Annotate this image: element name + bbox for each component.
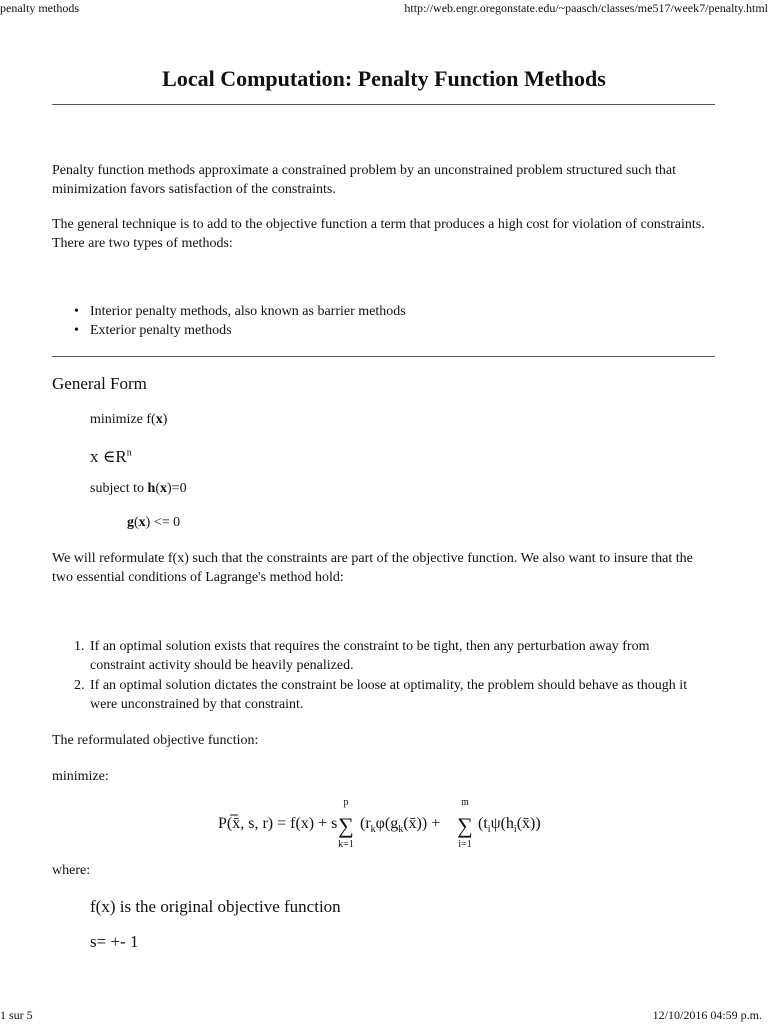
- penalty-formula: [210, 795, 560, 849]
- page-footer: [0, 1006, 768, 1024]
- footer-page-number: 1 sur 5: [0, 1008, 33, 1022]
- intro-paragraph-2: The general technique is to add to the objective function a term that produces a high cost for violation of constraints. There are two types of methods:: [52, 217, 705, 251]
- reformulate-paragraph: We will reformulate f(x) such that the constraints are part of the objective function. We also want to insure that the two essential conditions of Lagrange's method hold:: [52, 551, 693, 585]
- sum2-upper: m: [461, 797, 469, 808]
- domain-statement: x $\in R^n$: [90, 447, 132, 466]
- header-page-title: penalty methods: [0, 1, 79, 15]
- list-item: • Interior penalty methods, also known as barrier methods: [52, 302, 406, 321]
- minimize-statement: minimize f(x): [90, 412, 168, 427]
- conditions-list: [52, 637, 702, 715]
- intro-paragraph-1: Penalty function methods approximate a constrained problem by an unconstrained problem structured such that minimization favors satisfaction of the constraints.: [52, 163, 676, 197]
- page-title: Local Computation: Penalty Function Methods: [162, 66, 606, 91]
- term1: ($r_k\varphi(g_k(x̄))$ +: [360, 815, 441, 835]
- sum1-upper: p: [343, 797, 349, 808]
- where-label: where:: [52, 863, 91, 878]
- definition-s: s= +- 1: [90, 932, 139, 951]
- reformulated-label: The reformulated objective function:: [52, 733, 259, 748]
- sum1-sigma: ∑: [338, 813, 354, 838]
- section-heading-general-form: General Form: [52, 374, 147, 393]
- list-item: 1. If an optimal solution exists that requires the constraint to be tight, then any perturbation away from constraint activity should be heavily penalized.: [74, 639, 650, 673]
- sum2-lower: i=1: [458, 839, 472, 849]
- methods-list: [52, 302, 406, 340]
- sum1-lower: k=1: [338, 839, 354, 849]
- footer-timestamp: 12/10/2016 04:59 p.m.: [652, 1008, 762, 1022]
- sum2-sigma: ∑: [457, 813, 473, 838]
- equality-constraint: subject to h(x)=0: [90, 481, 187, 496]
- inequality-constraint: g(x) <= 0: [127, 515, 181, 530]
- divider: [52, 356, 715, 357]
- header-url[interactable]: http://web.engr.oregonstate.edu/~paasch/classes/me517/week7/penalty.html: [404, 1, 768, 15]
- definition-objective: f(x) is the original objective function: [90, 897, 341, 916]
- formula-lhs: P(x̄, s, r) = f(x) + s: [218, 815, 338, 832]
- list-item: • Exterior penalty methods: [52, 321, 406, 340]
- list-item: 2. If an optimal solution dictates the constraint be loose at optimality, the problem should behave as though it were unconstrained by that constraint.: [74, 678, 688, 712]
- term2: ($t_i\psi(h_i(x̄))$: [478, 815, 541, 835]
- minimize-label: minimize:: [52, 769, 109, 784]
- divider: [52, 104, 715, 105]
- page-header: [0, 0, 768, 18]
